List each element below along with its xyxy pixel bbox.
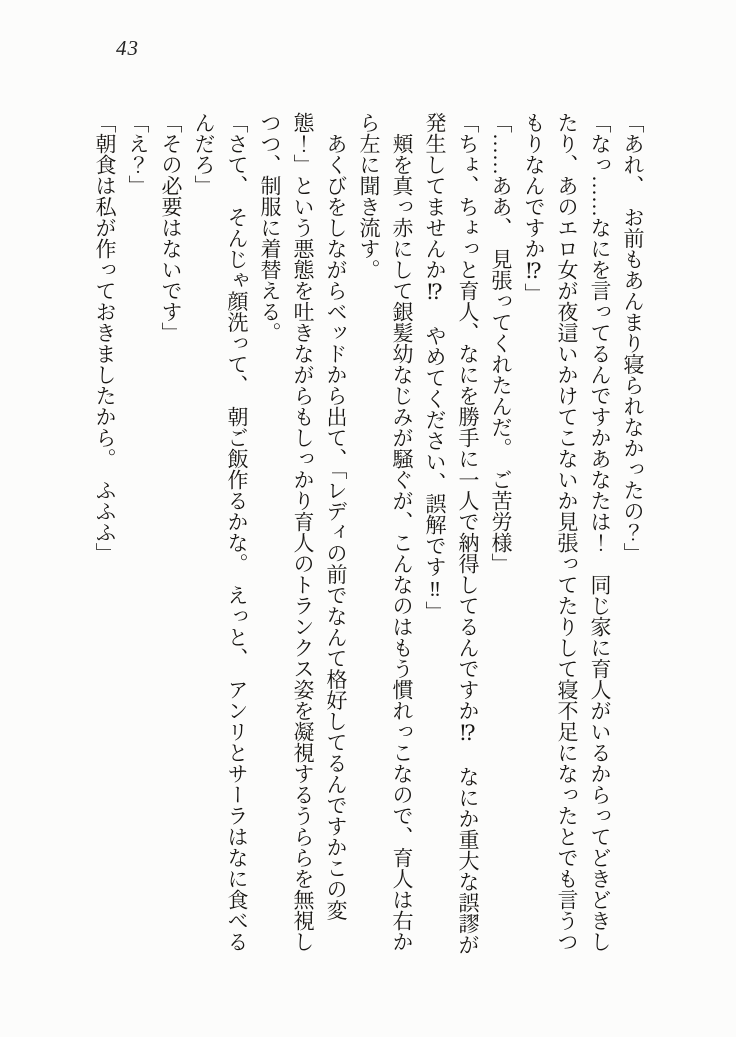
paragraph-10: 「朝食は私が作っておきましたから。 ふふふ」 [93,112,117,564]
paragraph-2: 「なっ……なにを言ってるんですかあなたは！ 同じ家に育人がいるからってどきどきしたり、あのエロ女が夜這いかけてこないか見張ってたりして寝不足になったとでも言うつもりなんですか⁉」 [522,112,612,952]
page-number: 43 [116,36,139,60]
body-text [87,112,649,967]
paragraph-3: 「……ああ、 見張ってくれたんだ。 ご苦労様」 [489,112,513,574]
paragraph-1: 「あれ、 お前もあんまり寝られなかったの？」 [621,112,645,564]
paragraph-4: 「ちょ、ちょっと育人、なにを勝手に一人で納得してるんですか⁉ なにか重大な誤謬が発生してませんか⁉ やめてください、誤解です‼」 [423,112,480,955]
paragraph-6: あくびをしながらベッドから出て、「レディの前でなんて格好してるんですかこの変態！」という悪態を吐きながらもしっかり育人のトランクス姿を凝視するうららを無視しつつ、制服に着替える。 [258,112,348,952]
paragraph-8: 「その必要はないです」 [159,112,183,343]
paragraph-7: 「さて、 そんじゃ顔洗って、 朝ご飯作るかな。 えっと、 アンリとサーラはなに食べるんだろ」 [192,112,249,952]
paragraph-5: 頬を真っ赤にして銀髪幼なじみが騒ぐが、こんなのはもう慣れっこなので、育人は右から左に聞き流す。 [357,112,414,952]
paragraph-9: 「え？」 [126,112,150,196]
